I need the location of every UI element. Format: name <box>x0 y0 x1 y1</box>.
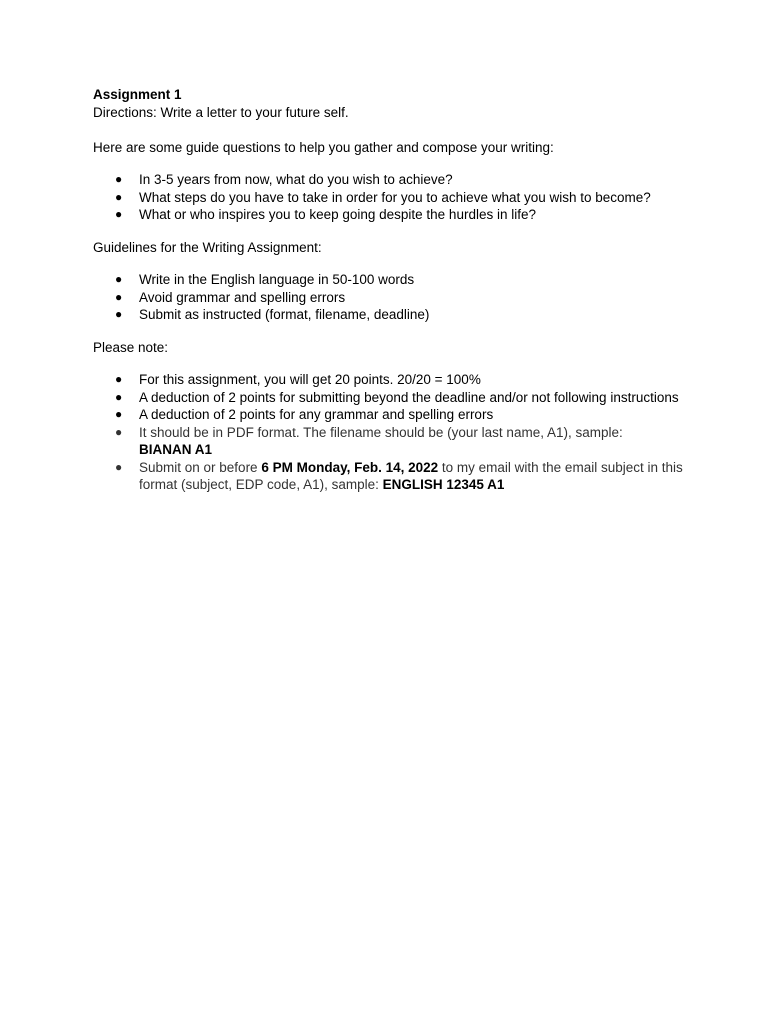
directions-text: Directions: Write a letter to your future self. <box>93 104 349 120</box>
bullet-icon: ● <box>115 372 123 386</box>
list-item: ● In 3-5 years from now, what do you wish to achieve? <box>115 172 453 187</box>
bullet-icon: ● <box>115 189 123 204</box>
bullet-icon: ● <box>115 389 123 404</box>
bullet-icon: ● <box>115 272 123 286</box>
bullet-icon: ● <box>115 307 123 321</box>
list-item <box>93 459 693 494</box>
list-item: ● Submit as instructed (format, filename, deadline) <box>115 307 430 322</box>
notes-list <box>93 371 693 494</box>
assignment-title: Assignment 1 <box>93 87 182 102</box>
list-item: ● Avoid grammar and spelling errors <box>115 289 346 305</box>
submit-instruction-start: Submit on or before <box>139 459 262 475</box>
list-item <box>93 424 693 459</box>
bullet-icon: ● <box>115 424 123 439</box>
bullet-icon: ● <box>115 289 123 304</box>
bullet-icon: ● <box>115 207 123 221</box>
bullet-icon: ● <box>115 172 123 186</box>
bullet-icon: ● <box>115 407 123 421</box>
assignment-document <box>93 86 693 494</box>
filename-sample: BIANAN A1 <box>139 442 213 457</box>
submit-instruction-middle: to my email with the email subject in this format (subject, EDP code, A1), sample: <box>139 459 683 492</box>
list-item: ● What or who inspires you to keep going despite the hurdles in life? <box>115 207 536 222</box>
guidelines-heading: Guidelines for the Writing Assignment: <box>93 239 322 255</box>
bullet-icon: ● <box>115 459 123 474</box>
guidelines-list <box>93 271 693 324</box>
guide-questions-intro: Here are some guide questions to help you gather and compose your writing: <box>93 139 554 155</box>
list-item: ● For this assignment, you will get 20 points. 20/20 = 100% <box>115 372 481 387</box>
note-heading: Please note: <box>93 339 169 355</box>
guide-questions-list <box>93 171 693 224</box>
list-item: ● A deduction of 2 points for any grammar and spelling errors <box>115 407 494 422</box>
deadline-text: 6 PM Monday, Feb. 14, 2022 <box>261 459 439 475</box>
email-subject-sample: ENGLISH 12345 A1 <box>382 477 505 492</box>
list-item: ● Write in the English language in 50-100 words <box>115 272 415 287</box>
list-item: ● A deduction of 2 points for submitting beyond the deadline and/or not following instructions <box>115 389 679 405</box>
list-item: ● What steps do you have to take in order for you to achieve what you wish to become? <box>115 189 651 205</box>
format-instruction: It should be in PDF format. The filename should be (your last name, A1), sample: <box>139 424 623 440</box>
